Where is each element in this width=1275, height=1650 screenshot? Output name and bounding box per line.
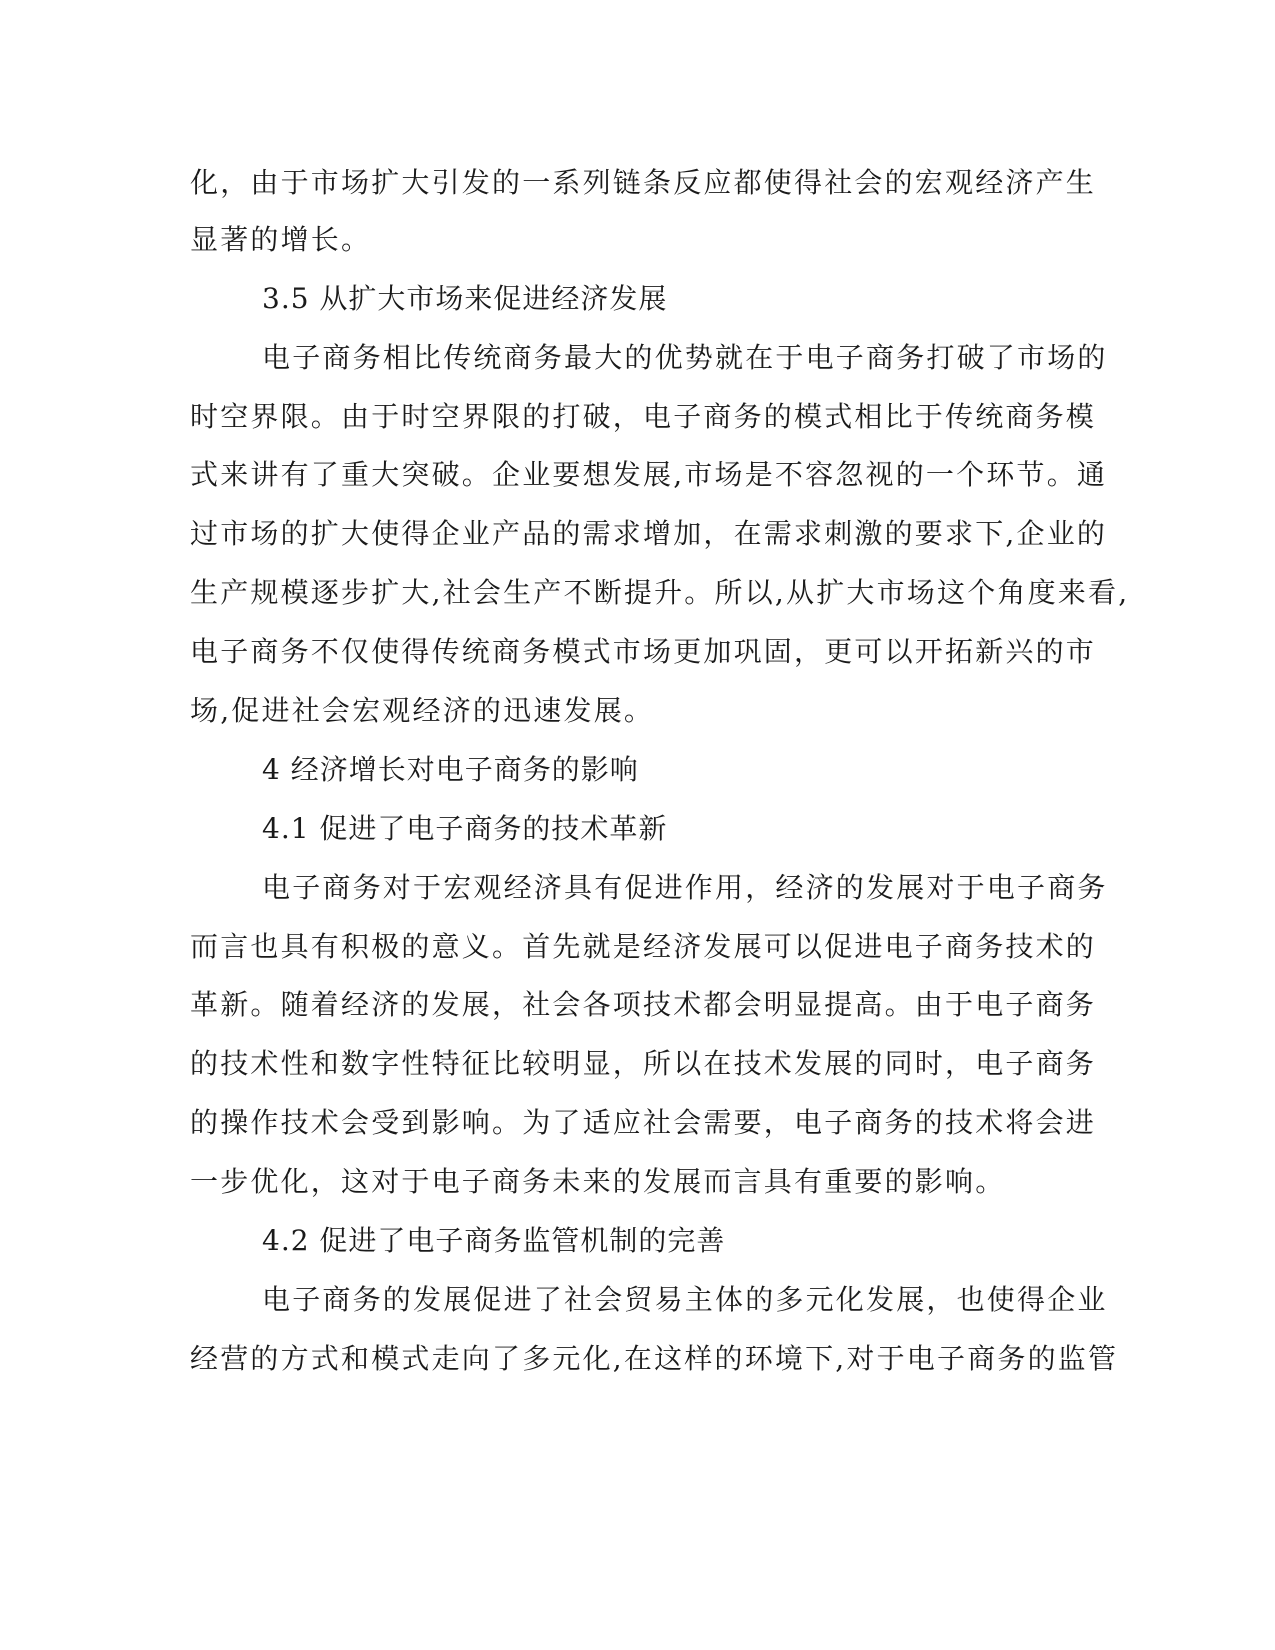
section-heading-4-1: 4.1 促进了电子商务的技术革新 bbox=[262, 812, 668, 845]
section-heading-4: 4 经济增长对电子商务的影响 bbox=[262, 753, 639, 786]
paragraph-line: 电子商务不仅使得传统商务模式市场更加巩固，更可以开拓新兴的市 bbox=[190, 635, 1097, 668]
paragraph-line: 的操作技术会受到影响。为了适应社会需要，电子商务的技术将会进 bbox=[190, 1106, 1097, 1139]
paragraph-line: 革新。随着经济的发展，社会各项技术都会明显提高。由于电子商务 bbox=[190, 988, 1097, 1021]
section-heading-3-5: 3.5 从扩大市场来促进经济发展 bbox=[262, 282, 668, 315]
paragraph-line: 电子商务的发展促进了社会贸易主体的多元化发展，也使得企业 bbox=[262, 1283, 1108, 1316]
paragraph-line: 电子商务对于宏观经济具有促进作用，经济的发展对于电子商务 bbox=[262, 871, 1108, 904]
paragraph-line: 过市场的扩大使得企业产品的需求增加，在需求刺激的要求下,企业的 bbox=[190, 517, 1108, 550]
paragraph-line: 电子商务相比传统商务最大的优势就在于电子商务打破了市场的 bbox=[262, 341, 1108, 374]
paragraph-line: 显著的增长。 bbox=[190, 223, 372, 256]
paragraph-line: 一步优化，这对于电子商务未来的发展而言具有重要的影响。 bbox=[190, 1165, 1006, 1198]
paragraph-line: 经营的方式和模式走向了多元化,在这样的环境下,对于电子商务的监管 bbox=[190, 1342, 1119, 1375]
paragraph-line: 式来讲有了重大突破。企业要想发展,市场是不容忽视的一个环节。通 bbox=[190, 458, 1108, 491]
section-heading-4-2: 4.2 促进了电子商务监管机制的完善 bbox=[262, 1224, 726, 1257]
paragraph-line: 时空界限。由于时空界限的打破，电子商务的模式相比于传统商务模 bbox=[190, 400, 1097, 433]
paragraph-line: 场,促进社会宏观经济的迅速发展。 bbox=[190, 694, 655, 727]
paragraph-line: 而言也具有积极的意义。首先就是经济发展可以促进电子商务技术的 bbox=[190, 930, 1097, 963]
paragraph-line: 的技术性和数字性特征比较明显，所以在技术发展的同时，电子商务 bbox=[190, 1047, 1097, 1080]
paragraph-line: 生产规模逐步扩大,社会生产不断提升。所以,从扩大市场这个角度来看, bbox=[190, 576, 1130, 609]
paragraph-line: 化，由于市场扩大引发的一系列链条反应都使得社会的宏观经济产生 bbox=[190, 166, 1097, 199]
